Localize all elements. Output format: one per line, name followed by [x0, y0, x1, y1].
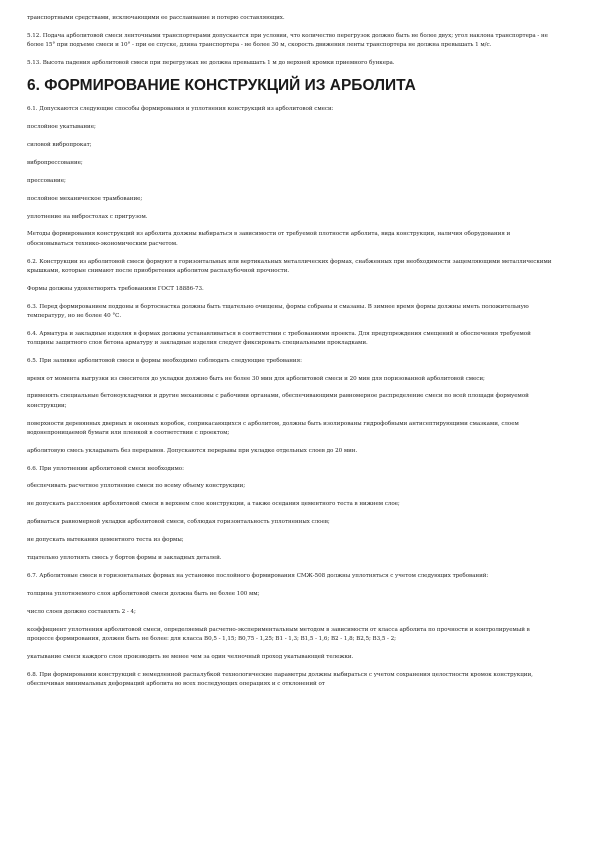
list-item: прессование; — [27, 177, 66, 184]
list-item: не допускать расслоения арболитовой смеси в верхнем слое конструкции, а также оседания цементного теста в нижнем слое; — [27, 501, 400, 508]
list-item: послойное механическое трамбование; — [27, 195, 143, 202]
list-item: послойное укатывание; — [27, 124, 96, 131]
list-item: добиваться равномерной укладки арболитовой смеси, соблюдая горизонтальность уплотненных слоев; — [27, 519, 330, 526]
paragraph: 6.6. При уплотнении арболитовой смеси необходимо: — [27, 465, 184, 472]
paragraph: 6.3. Перед формированием поддоны и бортоснастка должны быть тщательно очищены, формы собраны и смазаны. В зимнее время формы должны иметь положительную температуру, но не более 40 °С. — [27, 303, 529, 319]
paragraph: Формы должны удовлетворять требованиям ГОСТ 18886-73. — [27, 285, 204, 292]
list-item: толщина уплотняемого слоя арболитовой смеси должна быть не более 100 мм; — [27, 590, 260, 597]
list-item: поверхности деревянных дверных и оконных коробок, соприкасающихся с арболитом, должны быть изолированы гидрофобными антисептирующими смазками, слоем водонепроницаемой бумаги или пленкой в соответствии с проектом; — [27, 420, 519, 436]
paragraph: 6.4. Арматура и закладные изделия в формах должны устанавливаться в соответствии с требованиями проекта. Для предупреждения смещений и обеспечения требуемой толщины защитного слоя бетона арматуру и закладные изделия следует фиксировать специальными прокладками. — [27, 330, 531, 346]
paragraph: 6.7. Арболитовые смеси в горизонтальных формах на установке послойного формирования СМЖ-508 должны уплотняться с учетом следующих требований: — [27, 572, 489, 579]
paragraph: 5.12. Подача арболитовой смеси ленточными транспортерами допускается при условии, что количество перегрузок должно быть не более двух; угол наклона транспортера - не более 15° при подъеме смеси и 10° - при ее спуске, длина транспортера - не более 30 м, скорость движения ленты транспортера не должна превышать 1 м/с. — [27, 32, 548, 49]
list-item: тщательно уплотнять смесь у бортов формы и закладных деталей. — [27, 555, 222, 561]
paragraph: 6.2. Конструкции из арболитовой смеси формуют в горизонтальных или вертикальных металлических формах, снабженных при необходимости защемляющими металлическими крышками, которые снимают после приобретения арболитом распалубочной прочности. — [27, 258, 552, 274]
paragraph: 6.8. При формировании конструкций с немедленной распалубкой технологические параметры должны выбираться с учетом сохранения целостности кромок конструкции, обеспечивая минимальных деформаций арболита во всех последующих операциях и с отклонений от — [27, 671, 533, 687]
paragraph: 6.1. Допускаются следующие способы формирования и уплотнения конструкций из арболитовой смеси: — [27, 106, 334, 113]
list-item: время от момента выгрузки из смесителя до укладки должно быть не более 30 мин для арболитовой смеси и 20 мин для поризованной арболитовой смеси; — [27, 375, 485, 382]
list-item: число слоев должно составлять 2 - 4; — [27, 608, 136, 615]
list-item: вибропрессование; — [27, 159, 83, 166]
list-item: уплотнение на вибростолах с пригрузом. — [27, 213, 148, 220]
list-item: обеспечивать расчетное уплотнение смеси по всему объему конструкции; — [27, 483, 246, 490]
paragraph: 5.13. Высота падения арболитовой смеси при перегрузках не должна превышать 1 м до верхней кромки приемного бункера. — [27, 59, 395, 66]
section-heading: 6. ФОРМИРОВАНИЕ КОНСТРУКЦИЙ ИЗ АРБОЛИТА — [27, 77, 416, 95]
list-item: укатывание смеси каждого слоя производить не менее чем за один челночный проход укатывающей тележки. — [27, 653, 354, 660]
paragraph: 6.5. При заливке арболитовой смеси в формы необходимо соблюдать следующие требования: — [27, 357, 302, 364]
list-item: не допускать вытекания цементного теста из формы; — [27, 537, 184, 544]
list-item: силовой вибропрокат; — [27, 141, 92, 148]
list-item: применять специальные бетоноукладчики и другие механизмы с рабочими органами, обеспечивающими равномерное распределение смеси по всей площади формуемой конструкции; — [27, 393, 529, 409]
paragraph: транспортными средствами, исключающими ее расслаивание и потерю составляющих. — [27, 15, 285, 21]
list-item: коэффициент уплотнения арболитовой смеси, определяемый расчетно-экспериментальным методом в зависимости от класса арболита по прочности и контролируемый в процессе формирования, должен быть не более: для класса В0,5 - 1,15; В0,75 - 1,25; В1 - 1,3; В1,5 - 1,6; В2 - 1,8; В2,5; В3,5 - 2; — [27, 626, 530, 642]
paragraph: Методы формирования конструкций из арболита должны выбираться в зависимости от требуемой плотности арболита, вида конструкции, наличия оборудования и обосновываться технико-экономическим расчетом. — [27, 231, 511, 247]
list-item: арболитовую смесь укладывать без перерывов. Допускаются перерывы при укладке отдельных слоев до 20 мин. — [27, 447, 358, 454]
